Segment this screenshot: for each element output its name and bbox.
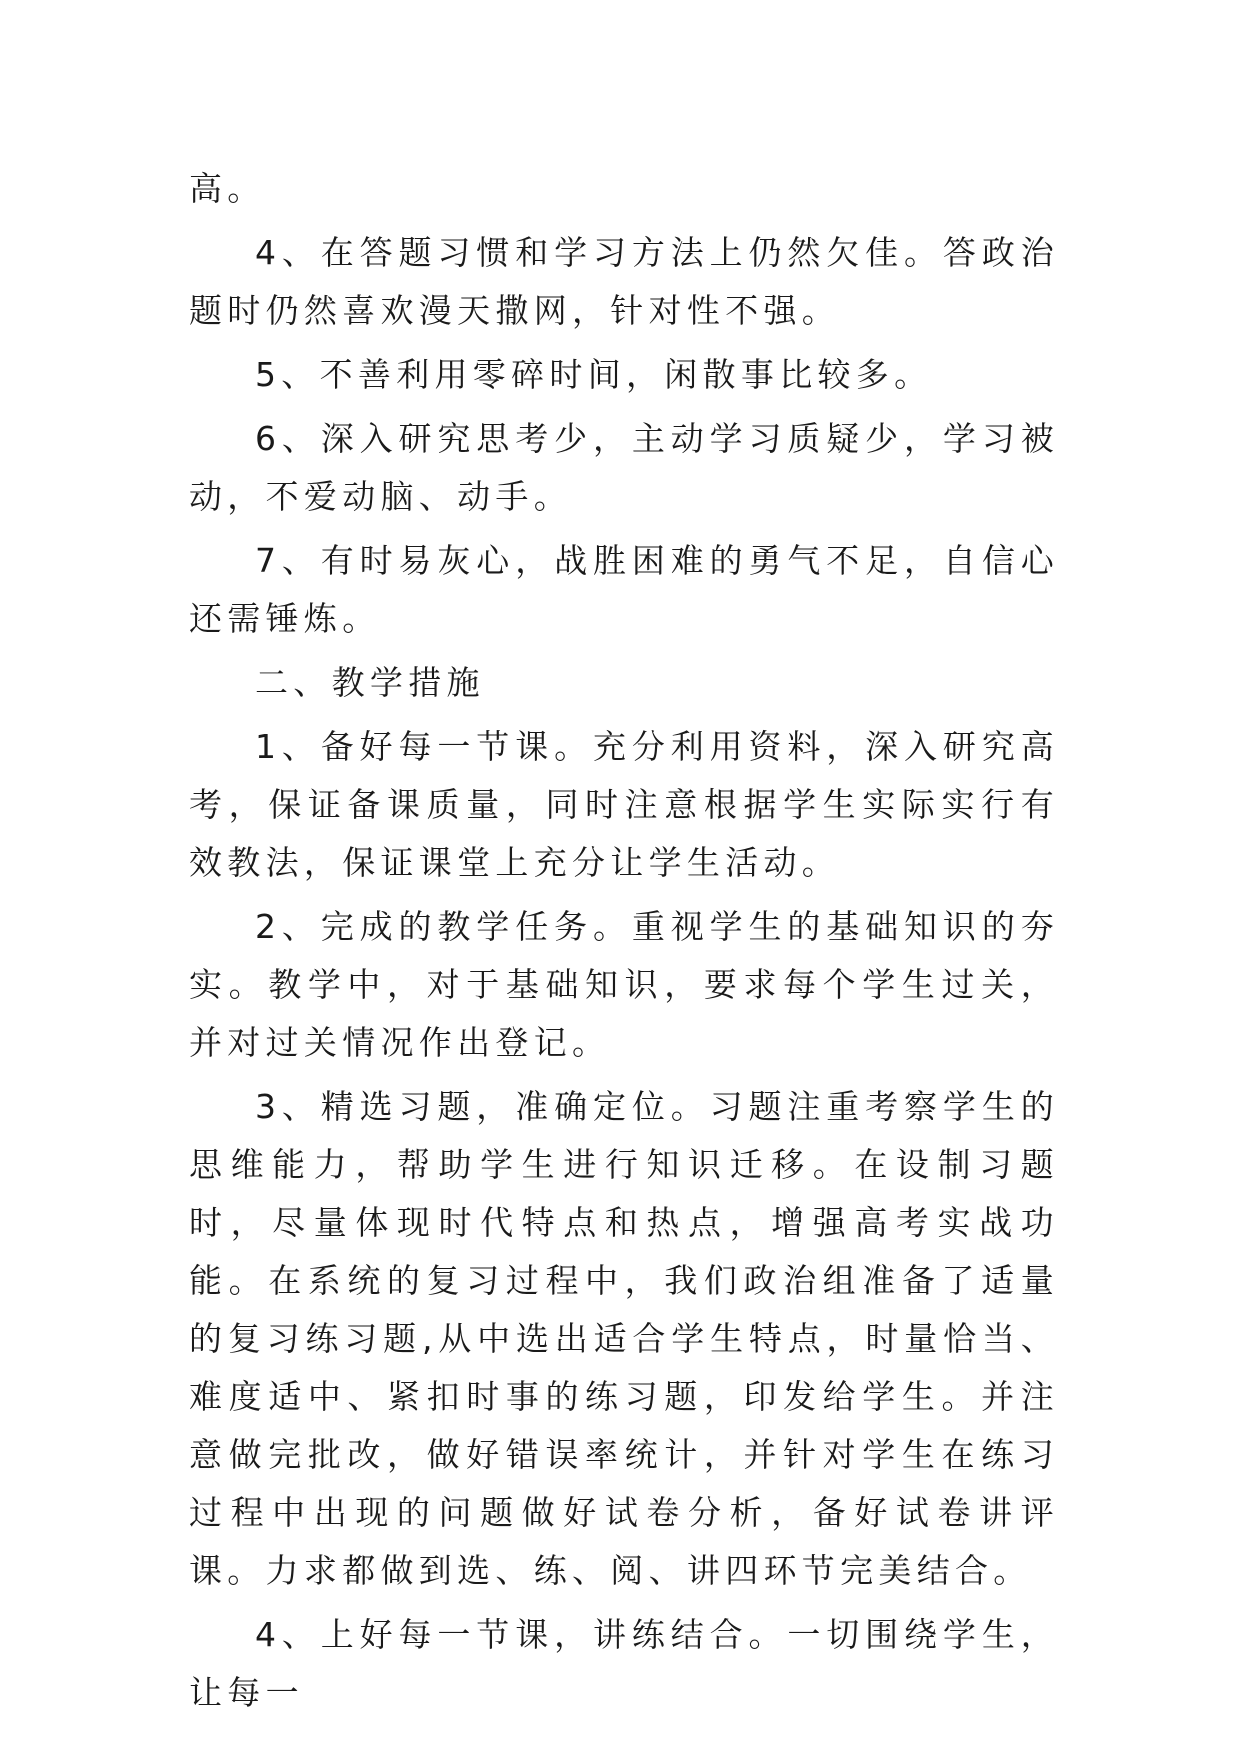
paragraph-measure-2: 2、完成的教学任务。重视学生的基础知识的夯实。教学中，对于基础知识，要求每个学生过关，并对过关情况作出登记。: [189, 907, 1059, 1062]
document-body: [189, 160, 1059, 1728]
section-heading-teaching-measures: 二、教学措施: [255, 663, 485, 702]
paragraph-continuation: 高。: [189, 169, 266, 208]
paragraph-item-5: 5、不善利用零碎时间，闲散事比较多。: [255, 355, 933, 394]
paragraph-item-6: 6、深入研究思考少，主动学习质疑少，学习被动，不爱动脑、动手。: [189, 419, 1059, 516]
paragraph-item-4: 4、在答题习惯和学习方法上仍然欠佳。答政治题时仍然喜欢漫天撒网，针对性不强。: [189, 233, 1059, 330]
paragraph-measure-1: 1、备好每一节课。充分利用资料，深入研究高考，保证备课质量，同时注意根据学生实际实行有效教法，保证课堂上充分让学生活动。: [189, 727, 1059, 882]
paragraph-measure-3: 3、精选习题，准确定位。习题注重考察学生的思维能力，帮助学生进行知识迁移。在设制习题时，尽量体现时代特点和热点，增强高考实战功能。在系统的复习过程中，我们政治组准备了适量的复习练习题,从中选出适合学生特点，时量恰当、难度适中、紧扣时事的练习题，印发给学生。并注意做完批改，做好错误率统计，并针对学生在练习过程中出现的问题做好试卷分析，备好试卷讲评课。力求都做到选、练、阅、讲四环节完美结合。: [189, 1087, 1059, 1590]
paragraph-measure-4: 4、上好每一节课，讲练结合。一切围绕学生，让每一: [189, 1615, 1059, 1712]
paragraph-item-7: 7、有时易灰心，战胜困难的勇气不足，自信心还需锤炼。: [189, 541, 1059, 638]
